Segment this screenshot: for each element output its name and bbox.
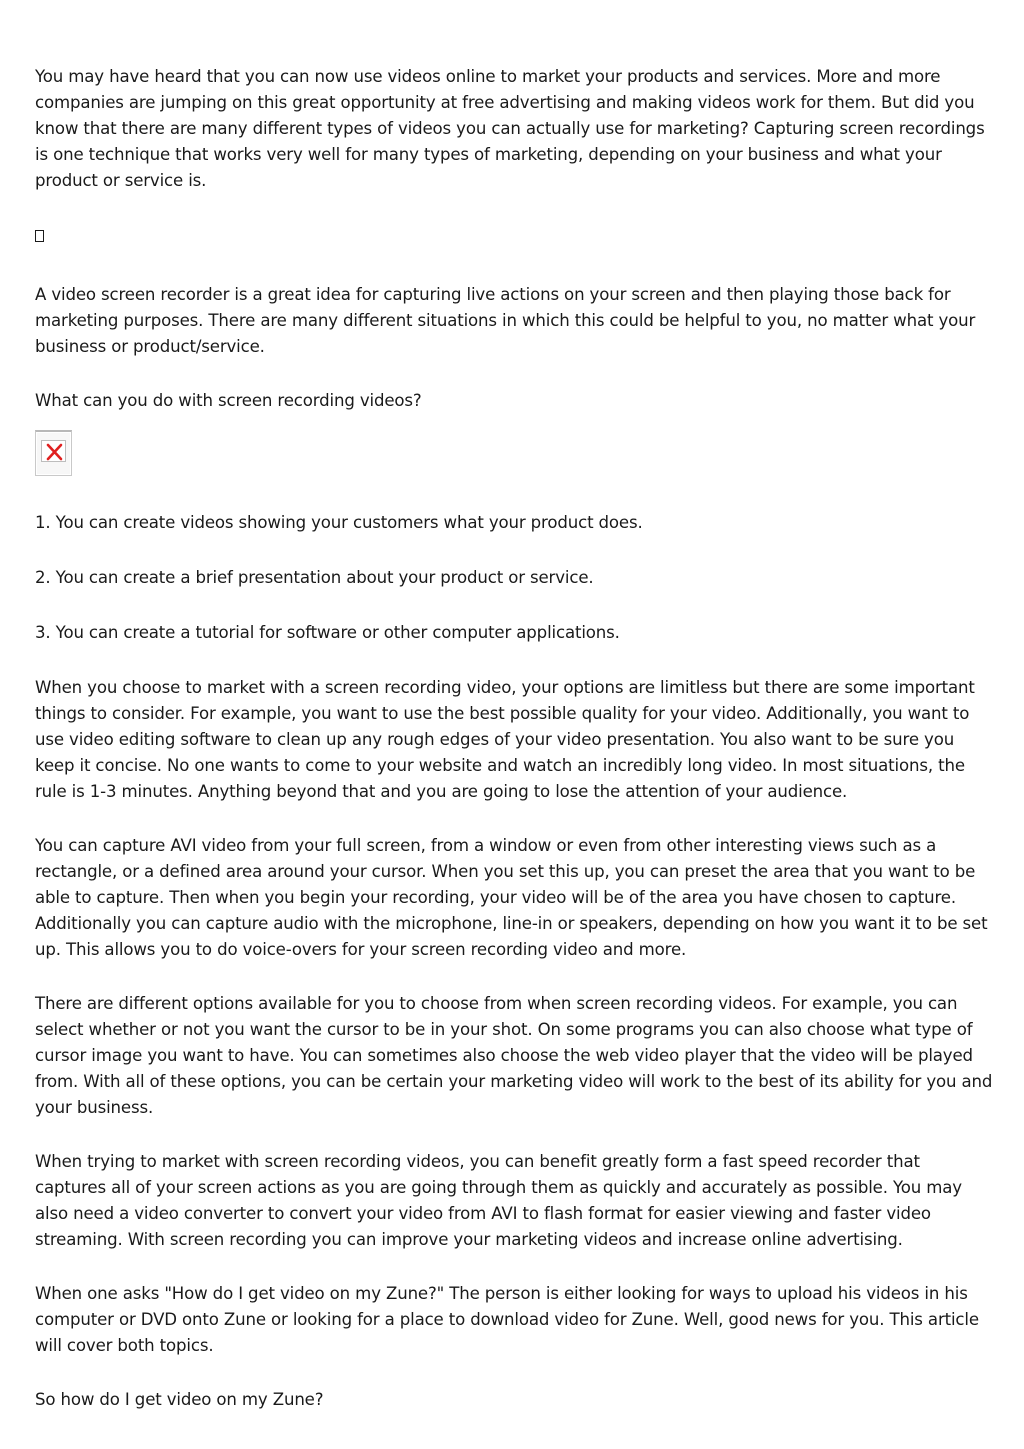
options-paragraph: There are different options available for you to choose from when screen recording videos. For example, you can select whether or not you want the cursor to be in your shot. On some programs you can also choose what type of cursor image you want to have. You can sometimes also choose the web video player that the video will be played from. With all of these options, you can be certain your marketing video will work to the best of its ability for you and your business. (35, 994, 993, 1117)
zune-paragraph: When one asks "How do I get video on my Zune?" The person is either looking for ways to upload his videos in his computer or DVD onto Zune or looking for a place to download video for Zune. Well, good news for you. This article will cover both topics. (35, 1284, 979, 1355)
red-x-icon (42, 436, 67, 466)
list-item: 1. You can create videos showing your customers what your product does. (35, 513, 643, 532)
list-item: 3. You can create a tutorial for software or other computer applications. (35, 623, 620, 642)
intro-paragraph: You may have heard that you can now use videos online to market your products and services. More and more companies are jumping on this great opportunity at free advertising and making videos work for them. But did you know that there are many different types of videos you can actually use for marketing? Capturing screen recordings is one technique that works very well for many types of marketing, depending on your business and what your product or service is. (35, 67, 985, 190)
capture-paragraph: You can capture AVI video from your full screen, from a window or even from other interesting views such as a rectangle, or a defined area around your cursor. When you set this up, you can preset the area that you want to be able to capture. Then when you begin your recording, your video will be of the area you have chosen to capture. Additionally you can capture audio with the microphone, line-in or speakers, depending on how you want it to be set up. This allows you to do voice-overs for your screen recording video and more. (35, 836, 988, 959)
list-item: 2. You can create a brief presentation about your product or service. (35, 568, 594, 587)
section-question: What can you do with screen recording videos? (35, 391, 422, 410)
recorder-paragraph: A video screen recorder is a great idea for capturing live actions on your screen and then playing those back for marketing purposes. There are many different situations in which this could be helpful to you, no matter what your business or product/service. (35, 285, 976, 356)
missing-glyph-icon (35, 230, 44, 242)
broken-image-icon (35, 430, 72, 476)
article-body (35, 64, 995, 1413)
zune-question: So how do I get video on my Zune? (35, 1390, 324, 1409)
trying-paragraph: When trying to market with screen recording videos, you can benefit greatly form a fast speed recorder that captures all of your screen actions as you are going through them as quickly and accurately as possible. You may also need a video converter to convert your video from AVI to flash format for easier viewing and faster video streaming. With screen recording you can improve your marketing videos and increase online advertising. (35, 1152, 962, 1249)
choose-paragraph: When you choose to market with a screen recording video, your options are limitless but there are some important things to consider. For example, you want to use the best possible quality for your video. Additionally, you want to use video editing software to clean up any rough edges of your video presentation. You also want to be sure you keep it concise. No one wants to come to your website and watch an incredibly long video. In most situations, the rule is 1-3 minutes. Anything beyond that and you are going to lose the attention of your audience. (35, 678, 975, 801)
